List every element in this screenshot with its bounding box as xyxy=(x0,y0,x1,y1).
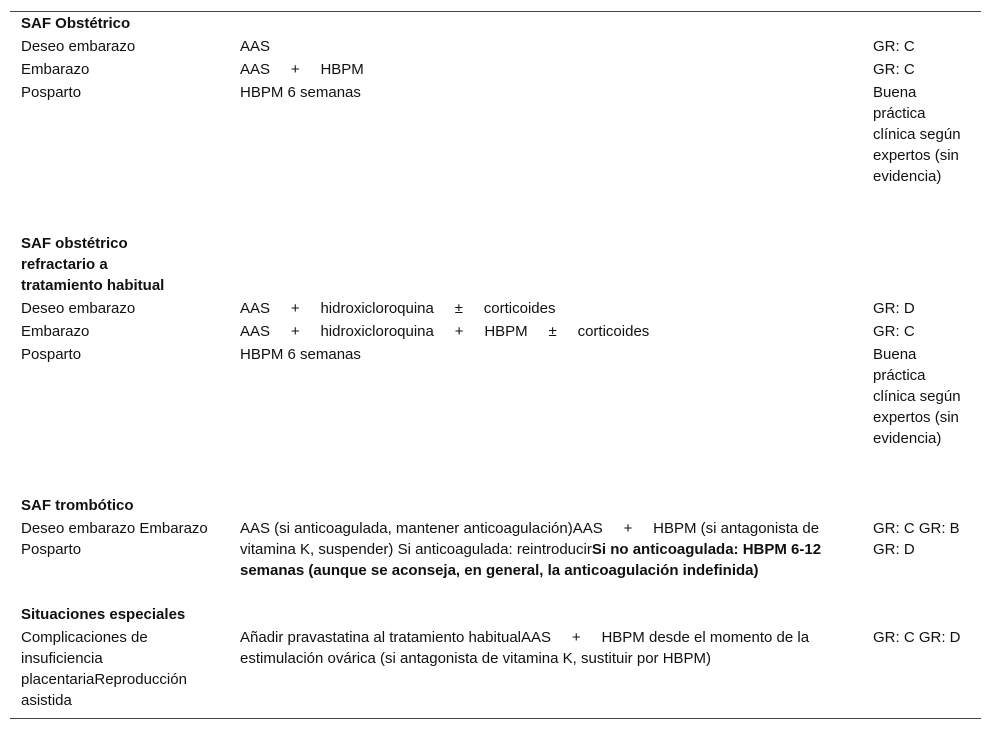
treatment-part: AAS xyxy=(240,61,271,78)
treatment-text: Añadir pravastatina al tratamiento habitualAAS xyxy=(240,629,552,646)
row-treatment: AAS xyxy=(240,38,271,55)
row-label: Complicaciones de insuficiencia placentariaReproducción asistida xyxy=(21,629,187,709)
treatment-part: corticoides xyxy=(483,300,556,317)
treatment-text: AAS (si anticoagulada, mantener anticoagulación)AAS xyxy=(240,520,603,537)
row-treatment xyxy=(240,321,852,342)
treatment-text: HBPM (si antagonista de vitamina K, suspender) Si anticoagulada: reintroducir xyxy=(240,520,820,558)
treatment-part: + xyxy=(454,323,464,340)
row-label: Deseo embarazo xyxy=(21,300,136,317)
row-grade: GR: C GR: D xyxy=(873,629,961,646)
row-label: Posparto xyxy=(21,84,82,101)
treatment-part: + xyxy=(290,300,300,317)
section-title: SAF trombótico xyxy=(21,497,134,514)
row-treatment: HBPM 6 semanas xyxy=(240,346,361,363)
treatment-text: HBPM desde el momento de la estimulación ovárica (si antagonista de vitamina K, sustituir por HBPM) xyxy=(240,629,810,667)
treatment-part: ± xyxy=(454,300,463,317)
treatment-part: + xyxy=(290,61,300,78)
section-title: SAF obstétrico refractario a tratamiento habitual xyxy=(21,235,165,294)
treatment-table xyxy=(10,11,981,719)
row-label: Embarazo xyxy=(21,323,90,340)
treatment-part: ± xyxy=(548,323,557,340)
treatment-part: corticoides xyxy=(577,323,650,340)
row-grade: GR: C xyxy=(873,38,915,55)
row-grade: Buena práctica clínica según expertos (sin evidencia) xyxy=(873,84,961,185)
treatment-part: HBPM xyxy=(320,61,364,78)
row-label: Embarazo xyxy=(21,61,90,78)
row-treatment xyxy=(240,627,850,669)
row-label: Posparto xyxy=(21,346,82,363)
row-grade: GR: C xyxy=(873,323,915,340)
treatment-bold-text: Si no anticoagulada: HBPM 6-12 semanas (aunque se aconseja, en general, la anticoagulación indefinida) xyxy=(240,541,822,579)
section-title: SAF Obstétrico xyxy=(21,15,131,32)
section-title: Situaciones especiales xyxy=(21,606,186,623)
treatment-part: AAS xyxy=(240,300,271,317)
row-treatment xyxy=(240,59,852,80)
row-grade: GR: D xyxy=(873,300,915,317)
row-grade: GR: C xyxy=(873,61,915,78)
row-grade: Buena práctica clínica según expertos (sin evidencia) xyxy=(873,346,961,447)
treatment-part: + xyxy=(623,520,633,537)
row-label: Deseo embarazo Embarazo Posparto xyxy=(21,520,208,558)
row-label: Deseo embarazo xyxy=(21,38,136,55)
row-treatment: HBPM 6 semanas xyxy=(240,84,361,101)
treatment-part: + xyxy=(290,323,300,340)
row-grade: GR: C GR: B GR: D xyxy=(873,520,960,558)
row-treatment xyxy=(240,518,850,581)
row-treatment xyxy=(240,298,852,319)
treatment-part: HBPM xyxy=(484,323,528,340)
treatment-part: + xyxy=(571,629,581,646)
treatment-part: AAS xyxy=(240,323,271,340)
treatment-part: hidroxicloroquina xyxy=(320,323,434,340)
treatment-part: hidroxicloroquina xyxy=(320,300,434,317)
